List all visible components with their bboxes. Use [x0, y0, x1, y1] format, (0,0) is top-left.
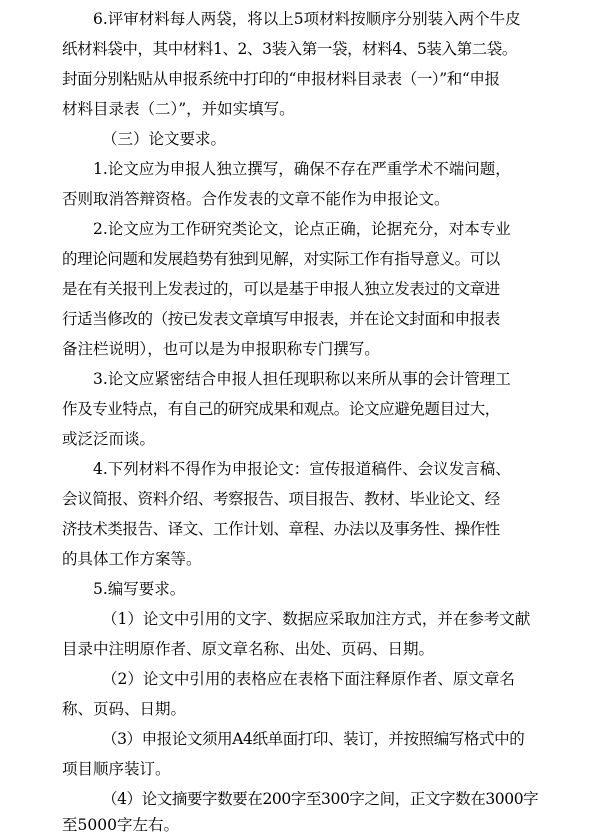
- text-line: 备注栏说明），也可以是为申报职称专门撰写。: [62, 340, 380, 358]
- text-line: （3）申报论文须用A4纸单面打印、装订，并按照编写格式中的: [102, 730, 525, 748]
- text-line: （4）论文摘要字数要在200字至300字之间，正文字数在3000字: [102, 790, 539, 808]
- text-line: 项目顺序装订。: [62, 760, 171, 778]
- text-line: 材料目录表（二）”，并如实填写。: [62, 100, 295, 118]
- text-line: 称、页码、日期。: [62, 700, 187, 718]
- text-line: （2）论文中引用的表格应在表格下面注释原作者、原文章名: [102, 670, 515, 688]
- text-line: 作及专业特点，有自己的研究成果和观点。论文应避免题目过大，: [62, 400, 500, 418]
- text-line: 或泛泛而谈。: [62, 430, 156, 448]
- text-line: 4.下列材料不得作为申报论文：宣传报道稿件、会议发言稿、: [93, 460, 511, 478]
- text-line: 的具体工作方案等。: [62, 550, 202, 568]
- text-line: 2.论文应为工作研究类论文，论点正确，论据充分，对本专业: [93, 220, 511, 238]
- text-line: 行适当修改的（按已发表文章填写申报表，并在论文封面和申报表: [62, 310, 500, 328]
- text-line: 济技术类报告、译文、工作计划、章程、办法以及事务性、操作性: [62, 520, 500, 538]
- text-line: 会议简报、资料介绍、考察报告、项目报告、教材、毕业论文、经: [62, 490, 500, 508]
- text-line: 5.编写要求。: [93, 580, 186, 598]
- text-line: 3.论文应紧密结合申报人担任现职称以来所从事的会计管理工: [93, 370, 511, 388]
- text-line: 至5000字左右。: [62, 816, 179, 834]
- text-line: 否则取消答辩资格。合作发表的文章不能作为申报论文。: [62, 190, 450, 208]
- text-line: 纸材料袋中，其中材料1、2、3装入第一袋，材料4、5装入第二袋。: [62, 40, 518, 58]
- text-line: 封面分别粘贴从申报系统中打印的“申报材料目录表（一）”和“申报: [62, 70, 500, 88]
- text-line: 目录中注明原作者、原文章名称、出处、页码、日期。: [62, 640, 435, 658]
- text-line: （1）论文中引用的文字、数据应采取加注方式，并在参考文献: [102, 610, 531, 628]
- text-line: 的理论问题和发展趋势有独到见解，对实际工作有指导意义。可以: [62, 250, 500, 268]
- text-line: 6.评审材料每人两袋，将以上5项材料按顺序分别装入两个牛皮: [93, 10, 521, 28]
- text-line: 是在有关报刊上发表过的，可以是基于申报人独立发表过的文章进: [62, 280, 500, 298]
- section-heading: （三）论文要求。: [102, 130, 227, 148]
- text-line: 1.论文应为申报人独立撰写，确保不存在严重学术不端问题，: [93, 160, 511, 178]
